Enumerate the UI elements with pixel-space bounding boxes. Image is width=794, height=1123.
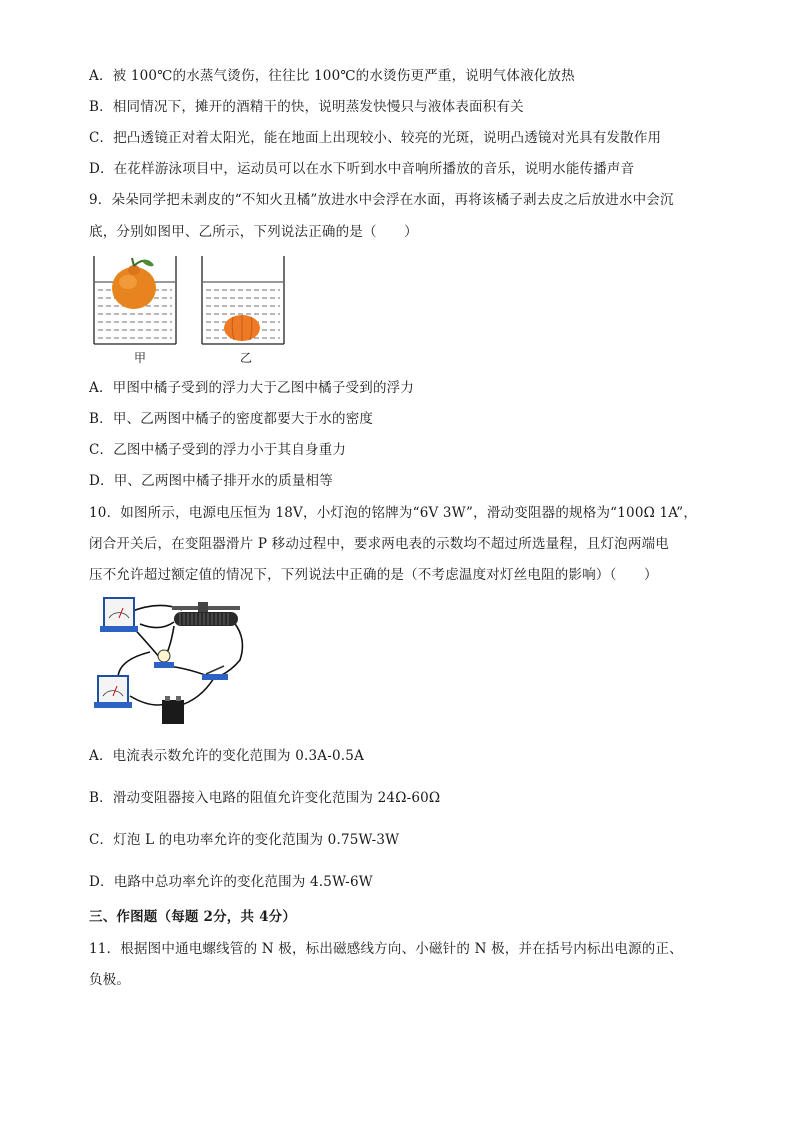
q9-stem-line1: 9．朵朵同学把未剥皮的“不知火丑橘”放进水中会浮在水面，再将该橘子剥去皮之后放进水中会沉 — [89, 192, 674, 208]
q8-option-c: C．把凸透镜正对着太阳光，能在地面上出现较小、较亮的光斑，说明凸透镜对光具有发散作用 — [89, 130, 662, 146]
q10-stem-line1: 10．如图所示，电源电压恒为 18V，小灯泡的铭牌为“6V 3W”，滑动变阻器的规格为“100Ω 1A”， — [89, 505, 698, 521]
q11-stem-line1: 11．根据图中通电螺线管的 N 极，标出磁感线方向、小磁针的 N 极，并在括号内标出电源的正、 — [89, 941, 683, 957]
beaker-jia — [94, 256, 176, 344]
q9-option-b: B．甲、乙两图中橘子的密度都要大于水的密度 — [89, 411, 374, 427]
bulb-icon — [154, 650, 174, 668]
section-heading: 三、作图题（每题 2分，共 4分） — [89, 909, 297, 925]
q10-circuit-figure — [90, 596, 250, 730]
q10-option-c: C．灯泡 L 的电功率允许的变化范围为 0.75W-3W — [89, 832, 400, 848]
q9-option-c: C．乙图中橘子受到的浮力小于其自身重力 — [89, 442, 347, 458]
meter-bottom-icon — [94, 676, 132, 708]
figure-label-yi: 乙 — [240, 351, 253, 365]
q9-option-a: A．甲图中橘子受到的浮力大于乙图中橘子受到的浮力 — [89, 380, 415, 396]
q10-option-d: D．电路中总功率允许的变化范围为 4.5W-6W — [89, 874, 373, 890]
q9-stem-line2: 底，分别如图甲、乙所示，下列说法正确的是（ ） — [89, 224, 418, 240]
q8-option-a: A．被 100℃的水蒸气烫伤，往往比 100℃的水烫伤更严重，说明气体液化放热 — [89, 68, 575, 84]
q11-stem-line2: 负极。 — [89, 972, 131, 988]
q10-option-a: A．电流表示数允许的变化范围为 0.3A-0.5A — [89, 748, 365, 764]
rheostat-icon — [172, 602, 240, 626]
q10-stem-line3: 压不允许超过额定值的情况下，下列说法中正确的是（不考虑温度对灯丝电阻的影响）（ ） — [89, 567, 658, 583]
q8-option-d: D．在花样游泳项目中，运动员可以在水下听到水中音响所播放的音乐，说明水能传播声音 — [89, 161, 635, 177]
meter-top-icon — [100, 598, 138, 632]
q9-option-d: D．甲、乙两图中橘子排开水的质量相等 — [89, 473, 333, 489]
q10-option-b: B．滑动变阻器接入电路的阻值允许变化范围为 24Ω-60Ω — [89, 790, 441, 806]
q10-stem-line2: 闭合开关后，在变阻器滑片 P 移动过程中，要求两电表的示数均不超过所选量程，且灯泡两端电 — [89, 536, 669, 552]
figure-label-jia: 甲 — [134, 351, 147, 365]
beaker-yi — [202, 256, 284, 344]
q8-option-b: B．相同情况下，摊开的酒精干的快，说明蒸发快慢只与液体表面积有关 — [89, 99, 524, 115]
battery-icon — [162, 696, 184, 724]
q9-beaker-figure — [88, 252, 298, 370]
